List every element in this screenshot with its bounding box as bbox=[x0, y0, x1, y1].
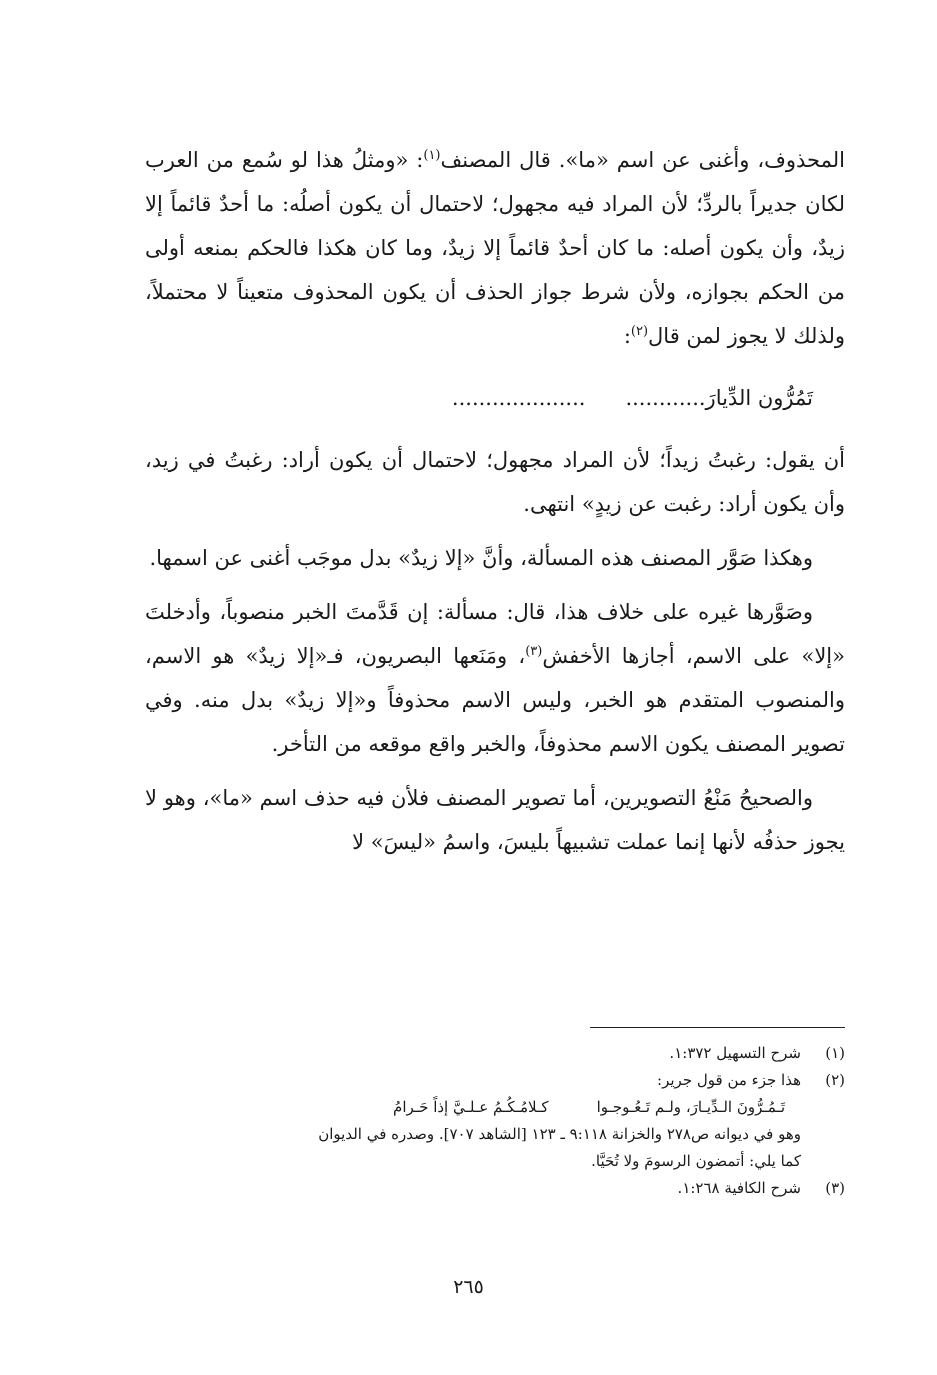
footnote-ref-2[interactable]: (٢) bbox=[630, 324, 649, 339]
footnote-3 bbox=[145, 1175, 845, 1202]
footnote-ref-3[interactable]: (٣) bbox=[525, 644, 543, 659]
page-number: ٢٦٥ bbox=[453, 1276, 484, 1298]
verse-ellipsis-2: .................... bbox=[451, 386, 586, 410]
footnote-2-text: هذا جزء من قول جرير: bbox=[657, 1071, 801, 1089]
verse-first-hemistich: تَمُرُّون الدِّيارَ bbox=[705, 386, 813, 410]
footnote-3-number: (٣) bbox=[825, 1179, 845, 1197]
verse-ellipsis-1: ............ bbox=[625, 386, 706, 410]
main-text bbox=[145, 138, 845, 864]
footnote-3-text: شرح الكافية ١:٢٦٨. bbox=[677, 1179, 801, 1197]
footnote-2-verse-second: كـلامُـكُـمُ عـلـيَّ إذاً حَـرامُ bbox=[393, 1098, 549, 1116]
footnote-2-continuation-1: وهو في ديوانه ص٢٧٨ والخزانة ٩:١١٨ ـ ١٢٣ [الشاهد ٧٠٧]. وصدره في الديوان bbox=[318, 1125, 801, 1143]
paragraph-3: وهكذا صَوَّر المصنف هذه المسألة، وأنَّ «إلا زيدٌ» بدل موجَب أغنى عن اسمها. bbox=[149, 546, 813, 570]
footnotes bbox=[145, 1040, 845, 1202]
paragraph-1-text-b: : «ومثلُ هذا لو سُمع من العرب لكان جديراً بالردِّ؛ لأن المراد فيه مجهول؛ لاحتمال أن يكون أصلُه: ما أحدٌ قائماً إلا زيدٌ، وأن يكون أصله: ما كان أحدٌ قائماً إلا زيدٌ، وما كان هكذا فالحكم بمنعه أولى من الحكم بجوازه، ولأن شرط جواز الحذف أن يكون المحذوف متعيناً لا محتملاً، ولذلك لا يجوز لمن قال bbox=[145, 148, 845, 348]
footnote-2 bbox=[145, 1067, 845, 1094]
footnote-1 bbox=[145, 1040, 845, 1067]
footnote-2-verse-first: تَـمُـرُّونَ الـدِّيـارَ، ولـم تَـعُـوجـوا bbox=[596, 1098, 785, 1116]
paragraph-4-text-a: وصَوَّرها غيره على خلاف هذا، قال: مسألة: إن قَدَّمتَ الخبر منصوباً، وأدخلتَ «إلا» على الاسم، أجازها الأخفش bbox=[145, 600, 845, 668]
paragraph-1-text-c: : bbox=[623, 324, 631, 348]
footnote-1-number: (١) bbox=[825, 1044, 845, 1062]
footnote-2-number: (٢) bbox=[825, 1071, 845, 1089]
footnote-1-text: شرح التسهيل ١:٣٧٢. bbox=[669, 1044, 801, 1062]
footnote-2-verse bbox=[145, 1094, 845, 1121]
paragraph-5: والصحيحُ مَنْعُ التصويرين، أما تصوير المصنف فلأن فيه حذف اسم «ما»، وهو لا يجوز حذفُه لأنها إنما عملت تشبيهاً بليسَ، واسمُ «ليسَ» لا bbox=[145, 786, 845, 854]
paragraph-2: أن يقول: رغبتُ زيداً؛ لأن المراد مجهول؛ لاحتمال أن يكون أراد: رغبتُ في زيد، وأن يكون أراد: رغبت عن زيدٍ» انتهى. bbox=[145, 448, 845, 516]
footnote-2-continuation-2: كما يلي: أتمضون الرسومَ ولا تُحَيَّا. bbox=[591, 1152, 801, 1170]
footnote-ref-1[interactable]: (١) bbox=[423, 148, 441, 163]
paragraph-4-text-b: ، ومَنَعها البصريون، فـ«إلا زيدٌ» هو الاسم، والمنصوب المتقدم هو الخبر، وليس الاسم محذوفاً و«إلا زيدٌ» بدل منه. وفي تصوير المصنف يكون الاسم محذوفاً، والخبر واقع موقعه من التأخر. bbox=[145, 644, 845, 756]
paragraph-1-text-a: المحذوف، وأغنى عن اسم «ما». قال المصنف bbox=[440, 148, 845, 172]
footnote-divider bbox=[590, 1027, 845, 1028]
paragraph-1 bbox=[145, 138, 845, 358]
paragraph-4 bbox=[145, 590, 845, 766]
verse-line bbox=[145, 376, 845, 420]
